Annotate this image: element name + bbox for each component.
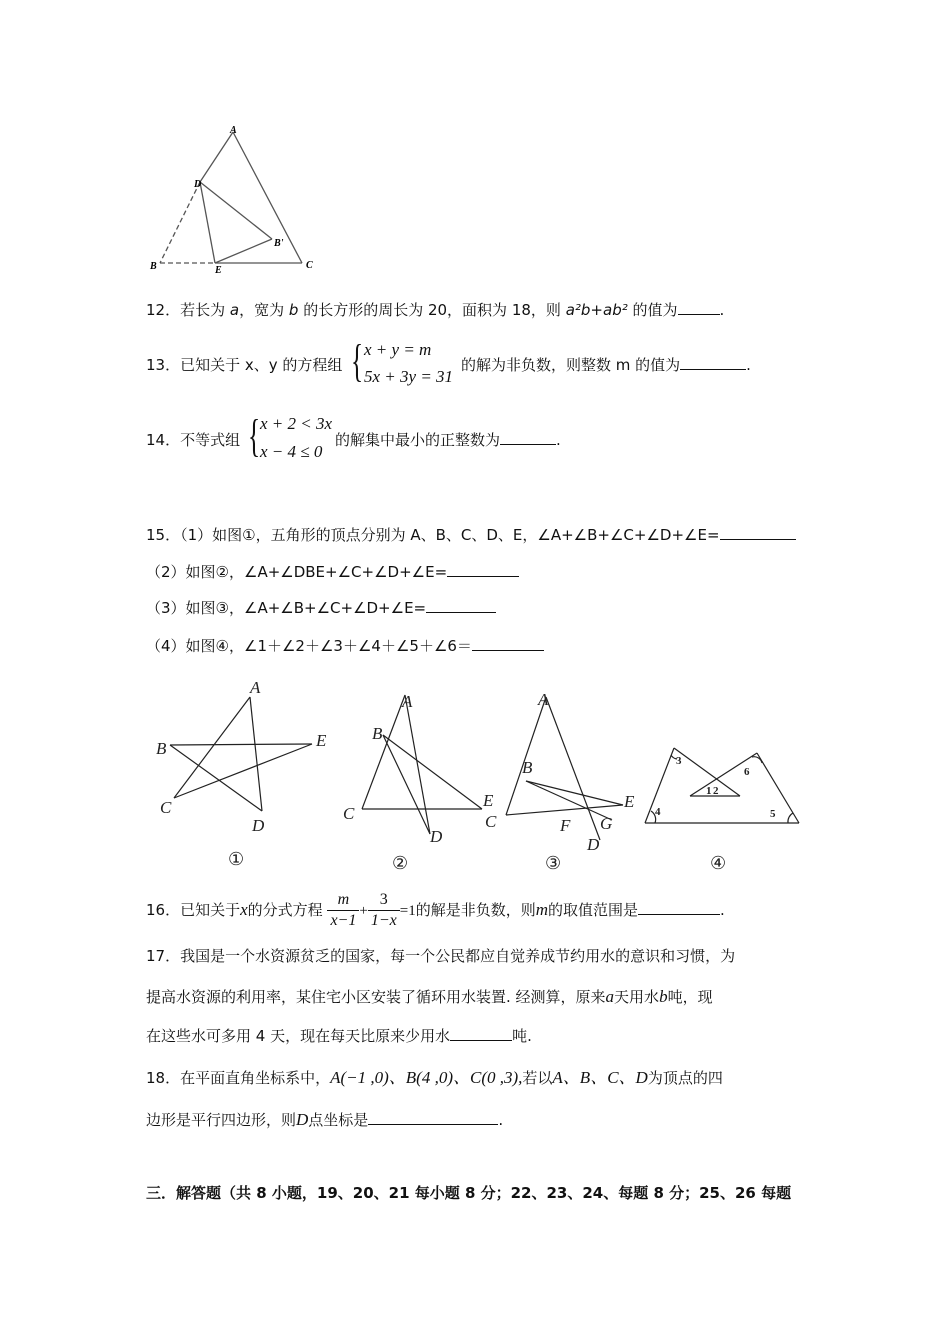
q13-equation-1: x + y = m bbox=[364, 340, 432, 359]
fig1-label-C: C bbox=[160, 798, 172, 817]
fig4-label-4: 4 bbox=[655, 806, 661, 818]
q17-line-2c: 吨，现 bbox=[667, 988, 713, 1006]
q13-text-2: 的解为非负数，则整数 m 的值为 bbox=[461, 356, 681, 374]
q16-var-m: m bbox=[535, 900, 548, 919]
question-15-part-3 bbox=[146, 598, 496, 618]
question-15-part-2 bbox=[146, 562, 519, 582]
q15-blank-3[interactable] bbox=[426, 598, 496, 613]
q16-fraction-2 bbox=[368, 890, 400, 931]
q16-frac1-numerator: m bbox=[327, 890, 359, 911]
q16-text-2: 的分式方程 bbox=[247, 901, 323, 919]
q16-frac2-denominator: 1−x bbox=[370, 912, 397, 929]
q14-inequality-1: x + 2 < 3x bbox=[260, 414, 333, 433]
fig4-label-5: 5 bbox=[770, 808, 776, 820]
label-B: B bbox=[150, 261, 157, 272]
fig3-label-B: B bbox=[522, 758, 533, 777]
q13-number: 13． bbox=[146, 356, 181, 374]
q12-answer-blank[interactable] bbox=[678, 300, 720, 315]
q13-answer-blank[interactable] bbox=[680, 355, 746, 370]
fig3-caption: ③ bbox=[545, 853, 562, 873]
fig2-label-E: E bbox=[483, 791, 494, 810]
q18-number: 18． bbox=[146, 1069, 181, 1087]
question-13-rest bbox=[461, 355, 751, 375]
q16-end: . bbox=[720, 901, 725, 919]
q18-end: . bbox=[498, 1111, 504, 1129]
fig1-label-A: A bbox=[250, 678, 261, 697]
q18-text-2: 若以 bbox=[522, 1069, 553, 1087]
q16-answer-blank[interactable] bbox=[638, 900, 720, 915]
q14-inequality-2: x − 4 ≤ 0 bbox=[260, 442, 323, 461]
q12-text-1: 若长为 bbox=[180, 301, 226, 319]
q15-blank-1[interactable] bbox=[720, 525, 796, 540]
q15-blank-4[interactable] bbox=[472, 636, 544, 651]
fig3-label-D: D bbox=[587, 835, 600, 854]
q15-line-2: （2）如图②，∠A+∠DBE+∠C+∠D+∠E= bbox=[146, 563, 448, 581]
q17-line-2a: 提高水资源的利用率，某住宅小区安装了循环用水装置. 经测算，原来 bbox=[146, 988, 606, 1006]
question-13-label bbox=[146, 355, 342, 375]
fig1-caption: ① bbox=[228, 849, 245, 869]
fig2-label-D: D bbox=[430, 827, 443, 846]
fig4-caption: ④ bbox=[710, 853, 727, 873]
q16-var-x: x bbox=[240, 900, 248, 919]
fig3-label-G: G bbox=[600, 814, 613, 833]
q17-var-a: a bbox=[605, 987, 615, 1006]
label-C: C bbox=[306, 260, 313, 271]
q12-expression: a²b+ab² bbox=[565, 301, 628, 319]
fig4-label-6: 6 bbox=[744, 766, 750, 778]
fig3-label-A: A bbox=[538, 690, 549, 709]
fig1-label-E: E bbox=[316, 731, 327, 750]
question-17-line-3 bbox=[146, 1026, 532, 1046]
q17-line-1: 17．我国是一个水资源贫乏的国家，每一个公民都应自觉养成节约用水的意识和习惯，为 bbox=[146, 947, 736, 965]
fig4-label-1: 1 bbox=[706, 785, 712, 797]
q17-line-3b: 吨. bbox=[512, 1027, 532, 1045]
question-12 bbox=[146, 300, 724, 320]
fig2-label-B: B bbox=[372, 724, 383, 743]
fold-triangle-figure bbox=[140, 120, 330, 280]
q12-number: 12． bbox=[146, 301, 181, 319]
fig3-label-C: C bbox=[485, 812, 497, 831]
q16-number: 16． bbox=[146, 901, 181, 919]
q18-line-2a: 边形是平行四边形，则 bbox=[146, 1111, 297, 1129]
q17-var-b: b bbox=[659, 987, 668, 1006]
fig2-label-C: C bbox=[343, 804, 355, 823]
q15-blank-2[interactable] bbox=[447, 562, 519, 577]
fig1-label-B: B bbox=[156, 739, 167, 758]
q18-answer-blank[interactable] bbox=[368, 1110, 498, 1125]
q16-equals-one: =1 bbox=[399, 903, 416, 919]
label-D: D bbox=[194, 179, 202, 190]
q12-text-4: 的值为 bbox=[632, 301, 678, 319]
q18-text-3: 为顶点的四 bbox=[647, 1069, 723, 1087]
question-15-part-4 bbox=[146, 636, 544, 656]
question-14-label bbox=[146, 430, 240, 450]
q13-equation-2: 5x + 3y = 31 bbox=[364, 367, 454, 386]
question-15-part-1 bbox=[146, 525, 796, 545]
q15-line-3: （3）如图③，∠A+∠B+∠C+∠D+∠E= bbox=[146, 599, 427, 617]
fig1-label-D: D bbox=[252, 816, 265, 835]
q13-text-1: 已知关于 x、y 的方程组 bbox=[180, 356, 343, 374]
q17-line-3a: 在这些水可多用 4 天，现在每天比原来少用水 bbox=[146, 1027, 451, 1045]
q17-answer-blank[interactable] bbox=[450, 1026, 512, 1041]
q18-coordinates: A(−1 ,0)、B(4 ,0)、C(0 ,3), bbox=[330, 1068, 523, 1087]
q12-text-3: 的长方形的周长为 20，面积为 18，则 bbox=[303, 301, 561, 319]
question-18-line-1 bbox=[146, 1068, 723, 1088]
section-3-heading: 三．解答题（共 8 小题，19、20、21 每小题 8 分；22、23、24、每题 8 分；25、26 每题 bbox=[146, 1184, 792, 1202]
q14-end: . bbox=[556, 431, 561, 449]
q14-brace: { bbox=[248, 410, 261, 461]
label-A: A bbox=[230, 125, 237, 136]
label-E: E bbox=[215, 265, 222, 276]
fig3-label-E: E bbox=[624, 792, 635, 811]
q12-var-a: a bbox=[229, 301, 240, 319]
q14-text-2: 的解集中最小的正整数为 bbox=[335, 431, 501, 449]
q16-frac1-denominator: x−1 bbox=[330, 912, 357, 929]
q13-end: . bbox=[746, 356, 751, 374]
q16-frac2-numerator: 3 bbox=[368, 890, 400, 911]
q16-text-1: 已知关于 bbox=[180, 901, 241, 919]
q16-plus: + bbox=[359, 903, 368, 919]
q12-end: . bbox=[719, 301, 725, 319]
q18-line-2b: 点坐标是 bbox=[308, 1111, 369, 1129]
question-16 bbox=[146, 888, 725, 933]
q16-text-4: 的取值范围是 bbox=[548, 901, 639, 919]
figures-row bbox=[140, 675, 820, 875]
fig3-label-F: F bbox=[560, 816, 571, 835]
fig2-label-A: A bbox=[402, 692, 413, 711]
q16-fraction-1 bbox=[327, 890, 359, 931]
q13-brace: { bbox=[351, 335, 364, 386]
fig4-label-2: 2 bbox=[713, 785, 719, 797]
label-B-prime: B' bbox=[274, 238, 284, 249]
q17-line-2b: 天用水 bbox=[614, 988, 660, 1006]
fig4-label-3: 3 bbox=[676, 755, 682, 767]
question-17-line-2 bbox=[146, 987, 713, 1007]
q18-points: A、B、C、D bbox=[552, 1068, 648, 1087]
q14-answer-blank[interactable] bbox=[500, 430, 556, 445]
q16-text-3: 的解是非负数，则 bbox=[415, 901, 536, 919]
question-18-line-2 bbox=[146, 1110, 503, 1130]
question-14-rest bbox=[335, 430, 561, 450]
q18-text-1: 在平面直角坐标系中， bbox=[180, 1069, 331, 1087]
question-17-line-1 bbox=[146, 946, 735, 966]
q14-number: 14． bbox=[146, 431, 181, 449]
q14-text-1: 不等式组 bbox=[180, 431, 241, 449]
q18-var-D: D bbox=[296, 1110, 309, 1129]
fig2-caption: ② bbox=[392, 853, 409, 873]
q15-line-4: （4）如图④，∠1＋∠2＋∠3＋∠4＋∠5＋∠6＝ bbox=[146, 637, 472, 655]
q12-text-2: ，宽为 bbox=[239, 301, 285, 319]
q15-line-1: 15．（1）如图①，五角形的顶点分别为 A、B、C、D、E，∠A+∠B+∠C+∠D+∠E= bbox=[146, 526, 720, 544]
q12-var-b: b bbox=[288, 301, 299, 319]
